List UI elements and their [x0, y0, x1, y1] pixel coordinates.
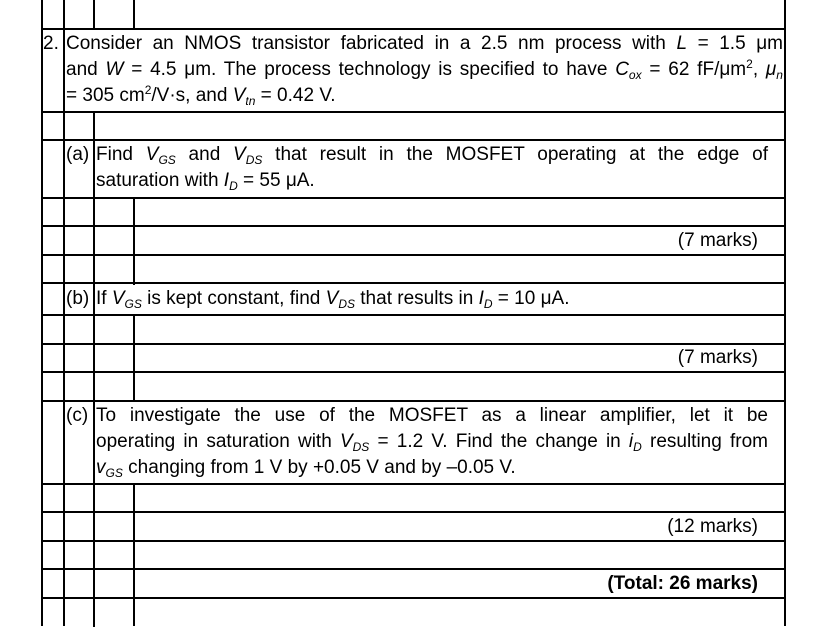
row-rule — [41, 511, 786, 513]
row-rule — [41, 139, 786, 141]
row-rule — [41, 400, 786, 402]
part-a-line-1: Find $V_{GS}$ and $V_{DS}$ that result in the MOSFET operating at the edge of — [96, 144, 768, 167]
row-rule — [41, 197, 786, 199]
column-rule — [93, 111, 95, 627]
question-intro-line-1: Consider an NMOS transistor fabricated in a 2.5 nm process with L = 1.5 μm — [66, 33, 783, 54]
part-a-label: (a) — [66, 144, 90, 165]
question-intro-line-2: and W = 4.5 μm. The process technology is specified to have $C_{ox} = 62$ $fF/\mu m^2$, $\mu_n$ — [66, 57, 783, 82]
column-rule — [133, 483, 135, 626]
row-rule — [41, 314, 786, 316]
part-b-line-1: If $V_{GS}$ is kept constant, find $V_{DS}$ that results in $I_D = 10$ μA. — [96, 288, 570, 311]
row-rule — [41, 111, 786, 113]
row-rule — [41, 540, 786, 542]
row-rule — [41, 597, 786, 599]
part-c-line-1: To investigate the use of the MOSFET as a linear amplifier, let it be — [96, 405, 768, 426]
row-rule — [41, 371, 786, 373]
part-a-line-2: saturation with $I_D = 55$ μA. — [96, 170, 315, 193]
column-rule — [63, 0, 65, 626]
total-marks: (Total: 26 marks) — [607, 573, 758, 594]
column-rule — [133, 314, 135, 402]
row-rule — [41, 225, 786, 227]
column-rule — [784, 0, 786, 626]
row-rule — [41, 568, 786, 570]
part-b-label: (b) — [66, 288, 90, 309]
part-b-marks: (7 marks) — [677, 347, 758, 368]
question-number: 2. — [43, 33, 59, 54]
column-rule — [133, 197, 135, 285]
column-rule — [133, 0, 135, 29]
part-c-marks: (12 marks) — [667, 516, 758, 537]
row-rule — [41, 282, 786, 284]
row-rule — [41, 254, 786, 256]
row-rule — [41, 343, 786, 345]
part-a-marks: (7 marks) — [677, 230, 758, 251]
column-rule — [41, 0, 43, 626]
row-rule — [41, 483, 786, 485]
part-c-line-3: $v_{GS}$ changing from 1 V by +0.05 V and by –0.05 V. — [96, 457, 516, 480]
row-rule — [41, 28, 786, 30]
part-c-line-2: operating in saturation with $V_{DS} = 1.2$ V. Find the change in $i_D$ resulting from — [96, 431, 768, 454]
part-c-label: (c) — [66, 405, 89, 426]
column-rule — [93, 0, 95, 29]
question-intro-line-3: = 305 $cm^2/V\cdot s$, and $V_{tn} = 0.42$ V. — [66, 83, 336, 108]
